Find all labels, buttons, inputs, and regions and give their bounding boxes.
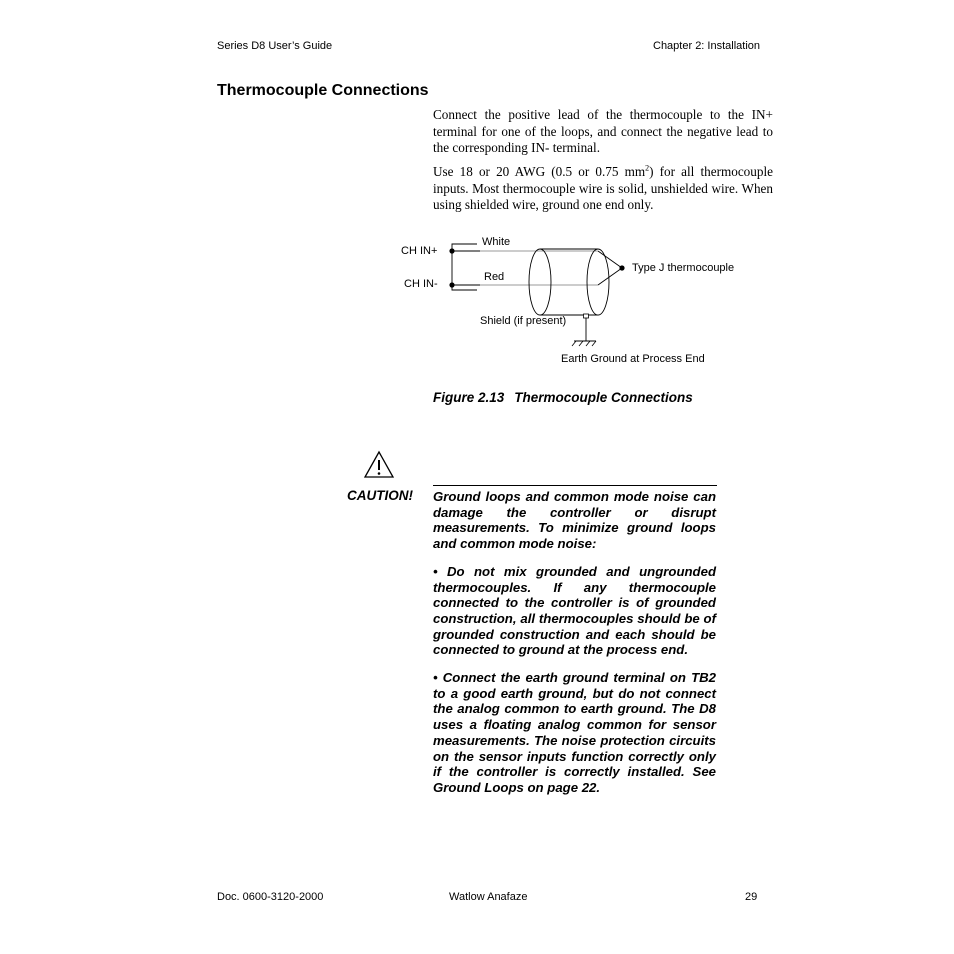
warning-icon — [363, 450, 395, 479]
label-white: White — [482, 236, 511, 248]
junction-dot — [619, 265, 624, 270]
caution-label: CAUTION! — [347, 488, 413, 503]
footer-center: Watlow Anafaze — [449, 891, 528, 903]
label-ch-in-minus: CH IN- — [404, 278, 438, 290]
cable-end-right — [587, 249, 609, 315]
caution-text — [433, 489, 716, 808]
footer-left: Doc. 0600-3120-2000 — [217, 891, 324, 903]
paragraph-connect: Connect the positive lead of the thermocouple to the IN+ terminal for one of the loops, and connect the negative lead to the corresponding IN- terminal. — [433, 107, 773, 156]
label-ch-in-plus: CH IN+ — [401, 245, 438, 257]
header-right: Chapter 2: Installation — [653, 40, 761, 52]
paragraph-wire-gauge-part1: Use 18 or 20 AWG (0.5 or 0.75 mm — [433, 164, 646, 179]
caution-paragraph: Ground loops and common mode noise can damage the controller or disrupt measurements. To minimize ground loops and common mode noise: — [433, 489, 716, 552]
caution-bullet-mixing: • Do not mix grounded and ungrounded thermocouples. If any thermocouple connected to the controller is of grounded construction, all thermocouples should be of grounded construction and each should be connected to ground at the process end. — [433, 563, 716, 658]
page-number: 29 — [745, 891, 758, 903]
label-red: Red — [484, 271, 505, 283]
caution-bullet-earth-ground: • Connect the earth ground terminal on TB2 to a good earth ground, but do not connect the analog common to earth ground. The D8 uses a floating analog common for sensor measurements. The noise protection circuits on the sensor inputs function correctly only if the controller is correctly installed. See Ground Loops on page 22. — [433, 670, 716, 795]
thermocouple-diagram — [390, 228, 750, 373]
caution-rule — [433, 485, 717, 486]
label-earth-ground: Earth Ground at Process End — [561, 353, 705, 365]
paragraph-wire-gauge-part2: ) for all thermocouple inputs. Most thermocouple wire is solid, unshielded wire. When using shielded wire, ground one end only. — [433, 164, 773, 213]
header-left: Series D8 User’s Guide — [217, 40, 333, 52]
cable-end-left — [529, 249, 551, 315]
figure-caption — [433, 390, 693, 405]
superscript-2: 2 — [645, 163, 650, 173]
figure-number: Figure 2.13 — [433, 390, 505, 405]
label-type-j: Type J thermocouple — [632, 262, 735, 274]
shield-terminal — [584, 314, 589, 318]
paragraph-wire-gauge — [433, 164, 773, 214]
section-title: Thermocouple Connections — [217, 82, 429, 99]
figure-title: Thermocouple Connections — [514, 390, 693, 405]
label-shield: Shield (if present) — [480, 315, 567, 327]
